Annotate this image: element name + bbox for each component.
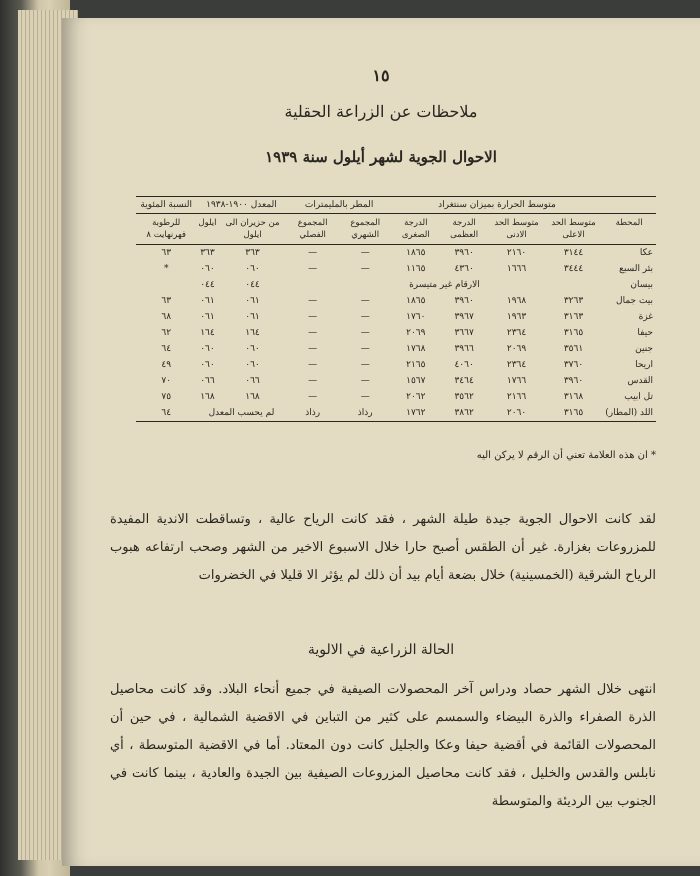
station-name: جنين (635, 344, 653, 354)
cell: ١٧٦٠ (406, 312, 426, 322)
cell: ٠٦٠ (200, 344, 215, 354)
cell: ٧٥ (161, 392, 172, 402)
station-name: غزة (638, 312, 653, 322)
cell: — (308, 344, 318, 354)
cell: ٣٥٦٢ (454, 392, 474, 402)
cell: — (308, 392, 318, 402)
group-header-average: المعدل ١٩٠٠-١٩٣٨ (196, 197, 286, 214)
footnote: * ان هذه العلامة تعني أن الرقم لا يركن اليه (476, 450, 656, 461)
cell: — (308, 360, 318, 370)
cell: ٤٠٦٠ (454, 360, 474, 370)
cell: — (360, 312, 370, 322)
cell: ٤٩ (161, 360, 172, 370)
cell: ٣١٦٥ (545, 405, 603, 422)
table-title: الاحوال الجوية لشهر أيلول سنة ١٩٣٩ (265, 148, 497, 166)
cell: ٠٤٤ (200, 280, 215, 290)
cell: ٣٥٦١ (563, 344, 584, 354)
cell: ٠٦٠ (245, 264, 260, 274)
cell: ٠٦٠ (200, 264, 215, 274)
cell: ٣٩٦٠ (454, 296, 474, 306)
station-name: تل ابيب (624, 392, 653, 402)
group-header-percent: النسبة المئوية (136, 197, 196, 214)
table-row (136, 357, 656, 373)
col-avg-min: متوسط الحد الادنى (488, 214, 544, 245)
cell: ٠٤٤ (245, 280, 260, 290)
header-blank (602, 197, 656, 214)
cell: ١٨٦٥ (406, 296, 426, 306)
cell: ١٧٦٢ (392, 405, 440, 422)
table-row (136, 261, 656, 277)
cell: ٣٩٦٠ (563, 376, 584, 386)
cell: ٣١٦٣ (563, 312, 584, 322)
station-name: القدس (627, 376, 653, 386)
cell: ٠٦١ (245, 296, 260, 306)
cell: ٣١٦٥ (563, 328, 584, 338)
cell: ٣٤٤٤ (563, 264, 584, 274)
paragraph-regions: انتهى خلال الشهر حصاد ودراس آخر المحصولات الصيفية في جميع أنحاء البلاد. وقد كانت محاصيل الذرة الصفراء والذرة البيضاء والسمسم على كثير من التباين في الاقضية الشمالية ، في حين أن المحصولات القائمة في أقضية حيفا وعكا والجليل كانت دون المعتاد. أما في الاقضية المتوسطة ، أي نابلس والقدس والخليل ، فقد كانت محاصيل المزروعات الصيفية بين الجيدة والعادية ، بينما كانت في الجنوب بين الرديئة والمتوسطة (110, 682, 656, 809)
table-row (136, 341, 656, 357)
cell: ٧٠ (161, 376, 172, 386)
group-header-rain: المطر بالمليمترات (287, 197, 392, 214)
cell: — (360, 328, 370, 338)
col-sep: ايلول (196, 214, 218, 245)
cell: ٣١٤٤ (563, 248, 584, 258)
weather-table (136, 196, 656, 422)
col-monthly-total: المجموع الشهري (339, 214, 392, 245)
col-avg-max: متوسط الحد الاعلى (545, 214, 603, 245)
cell: — (360, 248, 370, 258)
cell: ٢٠٦٠ (488, 405, 544, 422)
cell: ٤٣٦٠ (454, 264, 474, 274)
table-row (136, 293, 656, 309)
cell: ٣٧٦٠ (563, 360, 584, 370)
col-station: المحطة (602, 214, 656, 245)
table-row (136, 405, 656, 422)
section-title: ملاحظات عن الزراعة الحقلية (284, 102, 478, 121)
cell: ١٨٦٥ (406, 248, 426, 258)
cell: ٣٩٦٦ (454, 344, 474, 354)
cell: * (163, 264, 169, 274)
cell: ٣٤٦٤ (454, 376, 474, 386)
cell: ٣٦٣ (200, 248, 215, 258)
table-row (136, 245, 656, 262)
cell: ٦٨ (161, 312, 172, 322)
station-name: حيفا (637, 328, 653, 338)
cell: — (360, 296, 370, 306)
unavailable-note: الارقام غير متيسرة (409, 280, 480, 290)
paragraph-weather: لقد كانت الاحوال الجوية جيدة طيلة الشهر ، فقد كانت الرياح عالية ، وتساقطت الاندية المفيدة للمزروعات بغزارة. غير أن الطقس أصبح حارا خلال الاسبوع الاخير من الشهر وصحب ارتفاعه هبوب الرياح الشرقية (الخمسينية) خلال بضعة أيام بيد أن ذلك لم يؤثر الا قليلا في الخضروات (110, 512, 656, 583)
cell: رذاذ (339, 405, 392, 422)
cell: ٠٦١ (245, 312, 260, 322)
cell: — (360, 360, 370, 370)
cell: ١٦٨ (200, 392, 215, 402)
cell: ٠٦١ (200, 296, 215, 306)
cell: ١١٦٥ (406, 264, 426, 274)
cell: — (308, 376, 318, 386)
cell: ٢١٦٥ (406, 360, 426, 370)
cell: ١٩٦٨ (506, 296, 527, 306)
average-note: لم يحسب المعدل (196, 405, 286, 422)
cell: ١٧٦٨ (406, 344, 426, 354)
cell: ١٧٦٦ (506, 376, 527, 386)
group-header-temperature: متوسط الحرارة بميزان سنتغراد (392, 197, 603, 214)
cell: ٠٦٦ (245, 376, 260, 386)
station-name: اريحا (635, 360, 653, 370)
cell: — (360, 376, 370, 386)
table-row (136, 309, 656, 325)
cell (136, 277, 196, 293)
cell: ١٦٤ (245, 328, 260, 338)
station-name: عكا (639, 248, 653, 258)
cell: رذاذ (287, 405, 339, 422)
col-jun-sep: من حزيران الى ايلول (219, 214, 287, 245)
cell: ٣٨٦٢ (440, 405, 488, 422)
cell: ١٦٨ (245, 392, 260, 402)
table-row (136, 325, 656, 341)
cell: ٠٦٠ (245, 360, 260, 370)
cell: ٦٢ (161, 328, 172, 338)
cell: ١٦٤ (200, 328, 215, 338)
cell: ٠٦١ (200, 312, 215, 322)
subheading: الحالة الزراعية في الالوية (307, 642, 455, 658)
cell: ٠٦٦ (200, 376, 215, 386)
cell: — (308, 328, 318, 338)
cell: ٣١٦٨ (563, 392, 584, 402)
cell: ٣٢٦٣ (563, 296, 584, 306)
station-name: بئر السبع (619, 264, 653, 274)
col-max: الدرجة العظمى (440, 214, 488, 245)
cell: ٣٩٦٠ (454, 248, 474, 258)
cell: ٦٣ (161, 248, 172, 258)
cell: — (360, 344, 370, 354)
cell: ١٥٦٧ (406, 376, 426, 386)
cell: ١٩٦٣ (506, 312, 527, 322)
cell: ٢٠٦٢ (406, 392, 426, 402)
cell: ٢١٦٦ (506, 392, 527, 402)
cell: — (308, 312, 318, 322)
cell: ٢٠٦٩ (406, 328, 426, 338)
book-page (62, 18, 700, 866)
cell: ٣٦٣ (245, 248, 260, 258)
cell: ٦٤ (136, 405, 196, 422)
cell: ٢١٦٠ (506, 248, 527, 258)
cell: — (360, 264, 370, 274)
col-humidity: للرطوبة فهرنهايت ٨ (136, 214, 196, 245)
cell: ٣٦٦٧ (454, 328, 474, 338)
col-seasonal-total: المجموع الفصلي (287, 214, 339, 245)
table-row (136, 389, 656, 405)
table-row (136, 277, 656, 293)
station-name: بيسان (630, 280, 653, 290)
cell: ١٦٦٦ (506, 264, 527, 274)
cell: — (308, 248, 318, 258)
cell: — (308, 296, 318, 306)
col-min: الدرجة الصغرى (392, 214, 440, 245)
cell: ٢٣٦٤ (506, 360, 527, 370)
cell: ٠٦٠ (200, 360, 215, 370)
cell: — (308, 264, 318, 274)
station-name: اللد (المطار) (602, 405, 656, 422)
cell: ٣٩٦٧ (454, 312, 474, 322)
cell: ٦٣ (161, 296, 172, 306)
table-row (136, 373, 656, 389)
page-number: ١٥ (372, 66, 390, 85)
cell: ٠٦٠ (245, 344, 260, 354)
cell: ٢٠٦٩ (506, 344, 527, 354)
cell: ٦٤ (161, 344, 172, 354)
cell: — (360, 392, 370, 402)
station-name: بيت جمال (616, 296, 653, 306)
cell: ٢٣٦٤ (506, 328, 527, 338)
